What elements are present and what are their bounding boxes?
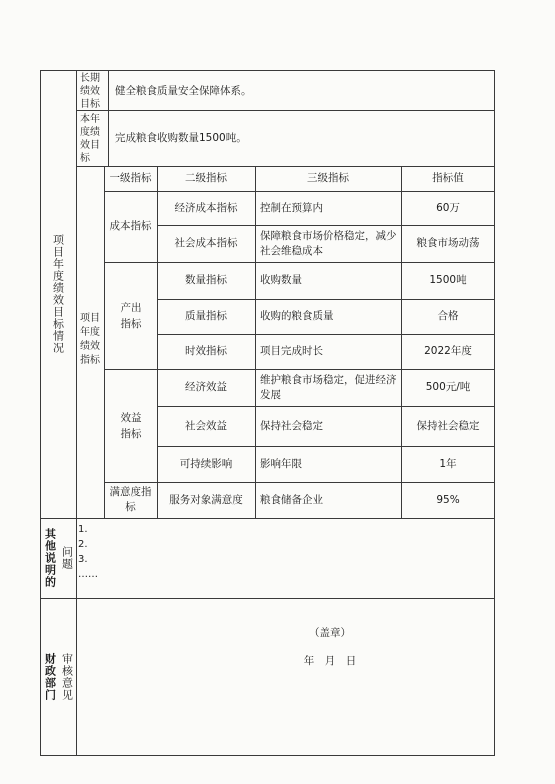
table-row: 影响年限 bbox=[260, 457, 302, 470]
divider-finance bbox=[40, 598, 495, 599]
table-row: 粮食市场动荡 bbox=[416, 237, 480, 249]
table-row: 社会成本指标 bbox=[174, 237, 238, 249]
table-row: 时效指标 bbox=[185, 345, 227, 357]
table-row: 服务对象满意度 bbox=[169, 493, 243, 506]
list-item: …… bbox=[78, 569, 98, 580]
group-satisfaction: 满意度指标 bbox=[109, 486, 152, 513]
header-value: 指标值 bbox=[432, 172, 464, 184]
divider-left bbox=[76, 70, 77, 756]
other-label: 其他说明的 bbox=[43, 528, 57, 588]
finance-sublabel: 审核意见 bbox=[60, 653, 74, 701]
table-row: 60万 bbox=[436, 201, 460, 214]
group-benefit: 效益指标 bbox=[120, 411, 142, 440]
annual-value: 完成粮食收购数量1500吨。 bbox=[115, 132, 247, 144]
table-row: 1500吨 bbox=[429, 274, 467, 286]
group-output: 产出指标 bbox=[120, 301, 142, 330]
table-row: 95% bbox=[436, 493, 460, 506]
table-row: 经济成本指标 bbox=[174, 201, 238, 214]
table-row: 保持社会稳定 bbox=[416, 419, 480, 432]
seal-text: （盖章） bbox=[309, 626, 351, 639]
other-list bbox=[78, 522, 478, 594]
divider-other bbox=[40, 518, 495, 519]
table-row: 保持社会稳定 bbox=[260, 419, 323, 432]
long-term-value: 健全粮食质量安全保障体系。 bbox=[115, 84, 252, 97]
table-row: 数量指标 bbox=[185, 274, 227, 286]
divider-label-col bbox=[108, 70, 109, 166]
table-row: 可持续影响 bbox=[179, 457, 233, 470]
side-label: 项目年度绩效目标情况 bbox=[51, 234, 65, 354]
table-row: 维护粮食市场稳定，促进经济发展 bbox=[260, 373, 397, 401]
table-row: 2022年度 bbox=[424, 345, 472, 357]
table-row: 500元/吨 bbox=[425, 381, 471, 393]
table-row: 收购的粮食质量 bbox=[260, 310, 334, 322]
table-row: 保障粮食市场价格稳定，减少社会维稳成本 bbox=[260, 229, 397, 257]
table-row: 项目完成时长 bbox=[260, 345, 323, 357]
table-row: 经济效益 bbox=[185, 381, 227, 393]
list-item: 1. bbox=[78, 524, 88, 535]
table-row: 社会效益 bbox=[185, 419, 227, 432]
indicator-label: 项目年度绩效指标 bbox=[80, 313, 100, 366]
header-level1: 一级指标 bbox=[109, 172, 152, 184]
group-cost: 成本指标 bbox=[109, 220, 152, 232]
other-sublabel: 问题 bbox=[60, 546, 74, 570]
table-row: 1年 bbox=[439, 457, 457, 470]
long-term-label: 长期绩效目标 bbox=[80, 72, 100, 110]
list-item: 2. bbox=[78, 539, 88, 550]
table-row: 质量指标 bbox=[185, 310, 227, 322]
annual-label: 本年度绩效目标 bbox=[80, 113, 100, 164]
table-row: 合格 bbox=[437, 310, 459, 322]
header-level2: 二级指标 bbox=[185, 172, 227, 184]
list-item: 3. bbox=[78, 554, 88, 565]
header-level3: 三级指标 bbox=[307, 172, 349, 184]
date-text: 年 月 日 bbox=[303, 654, 357, 667]
table-row: 控制在预算内 bbox=[260, 201, 323, 214]
finance-label: 财政部门 bbox=[43, 653, 57, 701]
table-row: 收购数量 bbox=[260, 274, 302, 286]
table-row: 粮食储备企业 bbox=[260, 493, 323, 506]
